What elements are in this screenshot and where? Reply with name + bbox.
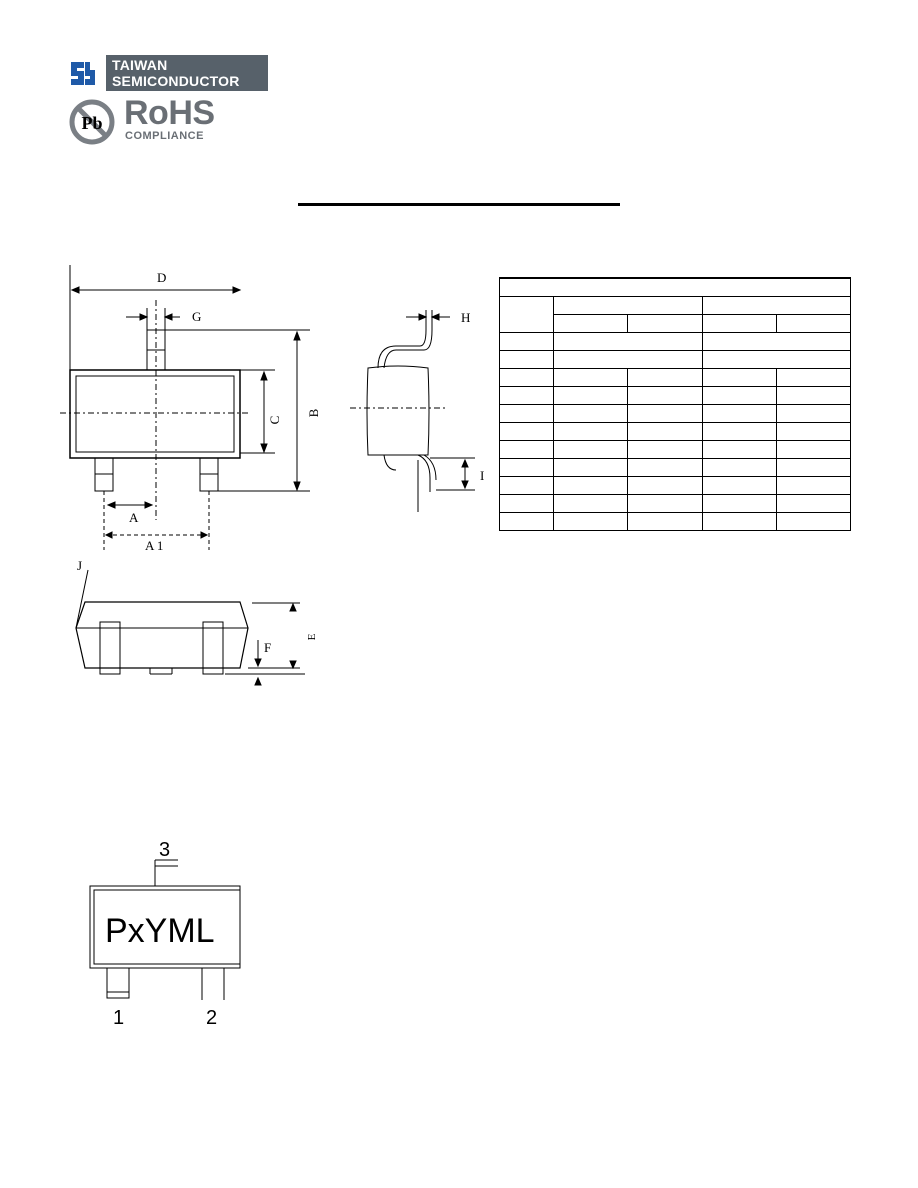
table-cell <box>500 333 554 351</box>
table-row <box>500 423 851 441</box>
table-cell <box>776 369 850 387</box>
table-cell <box>500 297 554 333</box>
marking-diagram <box>80 830 260 1030</box>
company-name <box>106 55 268 91</box>
title-underline <box>298 203 620 206</box>
arrow-icon <box>419 314 426 320</box>
arrow-icon <box>432 314 439 320</box>
arrow-icon <box>201 532 207 538</box>
table-cell <box>554 351 702 369</box>
arrow-icon <box>294 332 300 340</box>
table-cell <box>776 423 850 441</box>
package-body-top <box>70 370 240 458</box>
arrow-icon <box>261 372 267 380</box>
arrow-icon <box>165 314 172 320</box>
table-cell <box>500 495 554 513</box>
arrow-icon <box>462 481 468 488</box>
table-title-cell <box>500 278 851 297</box>
label-f: F <box>264 640 272 655</box>
arrow-icon <box>108 502 115 508</box>
arrow-icon <box>145 502 152 508</box>
label-a: A <box>129 510 139 525</box>
rohs-logo <box>68 94 228 147</box>
company-name-line1: TAIWAN <box>112 57 168 73</box>
arrow-icon <box>290 604 296 611</box>
pin-3-label: 3 <box>159 839 171 861</box>
table-cell <box>702 513 776 531</box>
table-header-cell <box>702 297 850 315</box>
table-cell <box>628 459 702 477</box>
label-d: D <box>157 270 167 285</box>
table-cell <box>702 441 776 459</box>
table-row <box>500 387 851 405</box>
table-cell <box>628 369 702 387</box>
pb-badge-text: Pb <box>81 113 103 133</box>
table-cell <box>776 405 850 423</box>
table-header-cell <box>554 297 702 315</box>
table-cell <box>776 495 850 513</box>
table-row <box>500 278 851 297</box>
table-cell <box>628 423 702 441</box>
arrow-icon <box>462 460 468 467</box>
table-cell <box>500 459 554 477</box>
arrow-icon <box>233 287 240 293</box>
pin-1-label: 1 <box>113 1007 125 1029</box>
dimension-table <box>499 277 851 531</box>
table-cell <box>554 423 628 441</box>
label-e: E <box>306 633 318 641</box>
table-cell <box>554 513 628 531</box>
arrow-icon <box>294 482 300 490</box>
table-cell <box>628 513 702 531</box>
table-cell <box>500 351 554 369</box>
table-cell <box>776 513 850 531</box>
table-row <box>500 405 851 423</box>
label-i: I <box>480 468 485 483</box>
pb-free-icon <box>68 99 118 145</box>
table-cell <box>776 459 850 477</box>
table-cell <box>628 441 702 459</box>
table-cell <box>500 369 554 387</box>
arrow-icon <box>255 659 261 666</box>
table-cell <box>500 387 554 405</box>
table-row <box>500 495 851 513</box>
arrow-icon <box>290 661 296 668</box>
table-cell <box>702 333 850 351</box>
table-cell <box>776 387 850 405</box>
rohs-subtitle: COMPLIANCE <box>125 130 204 142</box>
pin-2-label: 2 <box>206 1007 218 1029</box>
table-cell <box>500 423 554 441</box>
ts-logo-icon <box>68 58 98 88</box>
table-row <box>500 333 851 351</box>
table-row <box>500 351 851 369</box>
package-body-side <box>367 366 429 455</box>
table-cell <box>554 405 628 423</box>
table-cell <box>702 459 776 477</box>
table-cell <box>702 495 776 513</box>
table-row <box>500 297 851 315</box>
table-cell <box>554 495 628 513</box>
table-cell <box>554 477 628 495</box>
table-cell <box>500 477 554 495</box>
table-row <box>500 459 851 477</box>
label-a1: A 1 <box>145 538 164 553</box>
package-body-front <box>76 602 248 668</box>
table-header-cell <box>776 315 850 333</box>
arrow-icon <box>255 678 261 685</box>
arrow-icon <box>261 444 267 452</box>
table-cell <box>628 495 702 513</box>
table-cell <box>702 369 776 387</box>
label-g: G <box>192 309 202 324</box>
arrow-icon <box>72 287 79 293</box>
package-outline-drawing <box>0 255 500 695</box>
table-cell <box>554 387 628 405</box>
company-logo <box>68 55 268 91</box>
table-cell <box>776 441 850 459</box>
table-cell <box>554 459 628 477</box>
table-cell <box>554 441 628 459</box>
table-row <box>500 441 851 459</box>
table-cell <box>702 477 776 495</box>
marking-text: PxYML <box>105 912 215 950</box>
table-cell <box>628 387 702 405</box>
table-cell <box>702 351 850 369</box>
table-header-cell <box>702 315 776 333</box>
label-h: H <box>461 310 471 325</box>
table-header-cell <box>554 315 628 333</box>
table-cell <box>702 387 776 405</box>
table-cell <box>500 441 554 459</box>
company-name-line2: SEMICONDUCTOR <box>112 73 240 89</box>
table-row <box>500 477 851 495</box>
table-cell <box>702 423 776 441</box>
pin-1-lead <box>107 968 129 998</box>
table-row <box>500 369 851 387</box>
table-cell <box>776 477 850 495</box>
table-cell <box>702 405 776 423</box>
table-cell <box>628 405 702 423</box>
table-header-cell <box>628 315 702 333</box>
label-c: C <box>267 415 282 425</box>
arrow-icon <box>106 532 112 538</box>
table-cell <box>500 513 554 531</box>
table-cell <box>628 477 702 495</box>
label-b: B <box>306 408 321 418</box>
table-cell <box>554 369 628 387</box>
table-row <box>500 513 851 531</box>
arrow-icon <box>140 314 147 320</box>
table-cell <box>554 333 702 351</box>
table-cell <box>500 405 554 423</box>
label-j: J <box>77 558 83 573</box>
rohs-title: RoHS <box>124 94 215 132</box>
